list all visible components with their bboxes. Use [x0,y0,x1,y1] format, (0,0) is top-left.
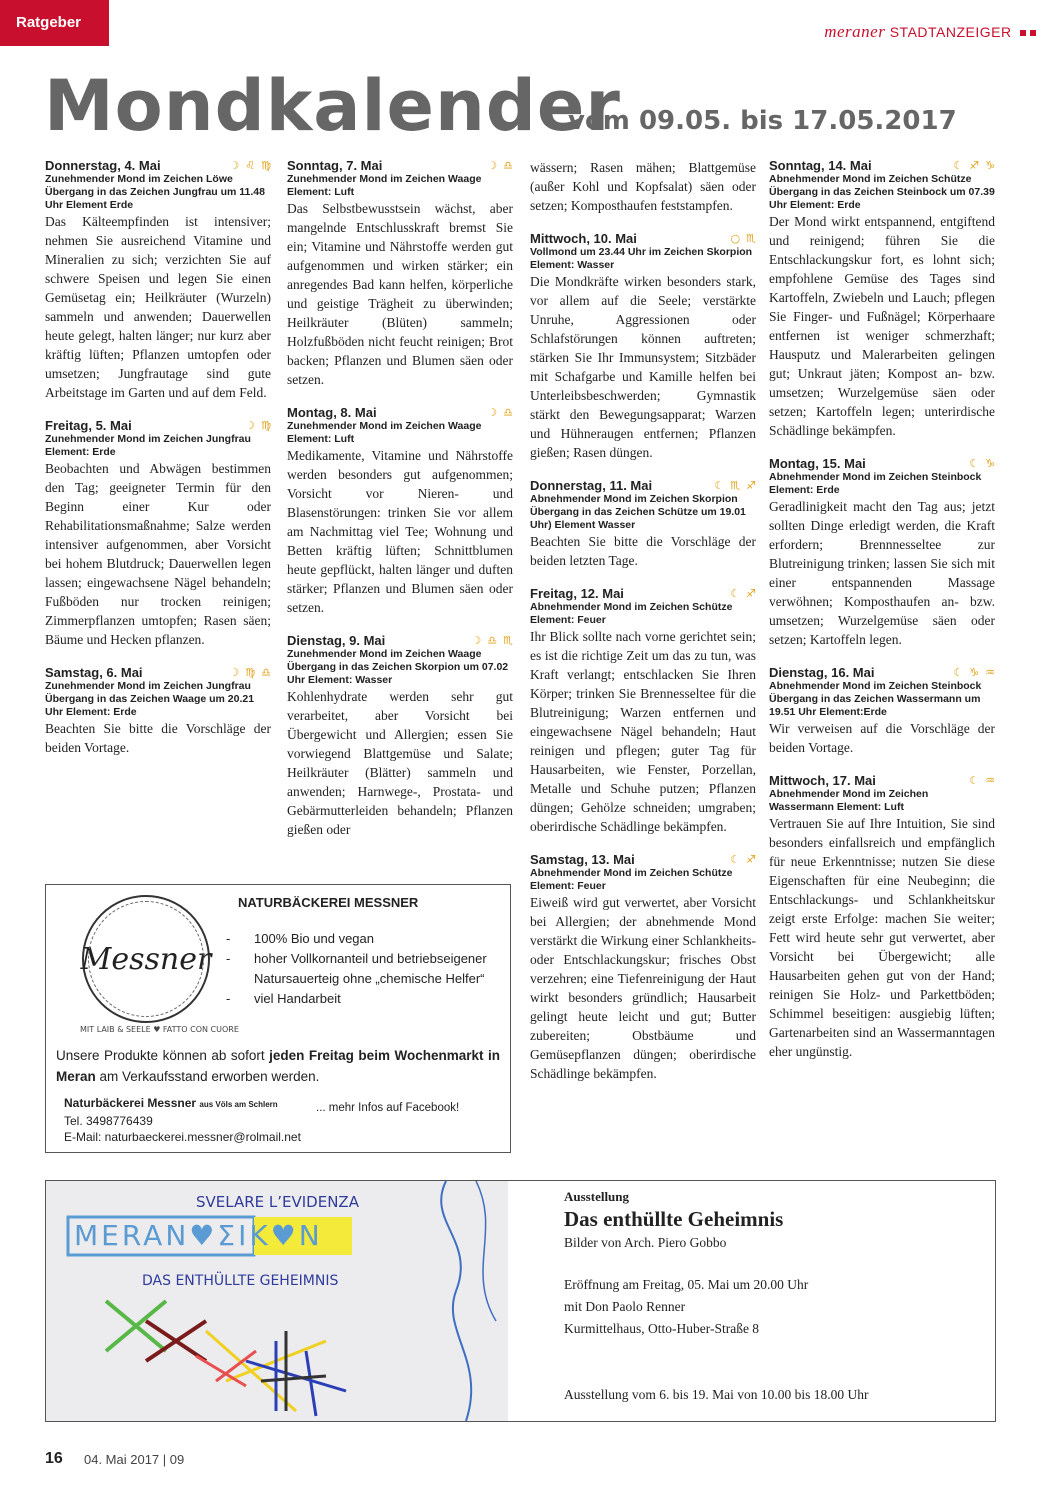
entry-meta: Zunehmender Mond im Zeichen Waage Element: Luft [287,420,482,445]
list-item: - 100% Bio und vegan [226,931,374,946]
archer-icon: ♐ [746,479,756,492]
page-subtitle: vom 09.05. bis 17.05.2017 [568,106,957,136]
virgo-icon: ♍ [245,666,256,679]
entry-day: Montag, 15. Mai [769,456,866,471]
moon-waxing-icon: ☽ [487,159,498,172]
entry-meta: Zunehmender Mond im Zeichen Jungfrau Übergang in das Zeichen Waage um 20.21 Uhr Element: Erde [45,680,255,718]
entry-day: Sonntag, 7. Mai [287,158,383,173]
calendar-column-1 [45,158,271,773]
page-title: Mondkalender [44,65,621,147]
entry-text: Beachten Sie bitte die Vorschläge der beiden letzten Tage. [530,534,756,568]
calendar-entry [287,158,513,389]
capricorn-icon: ♑ [969,666,980,679]
entry-day: Mittwoch, 17. Mai [769,773,876,788]
archer-icon: ♐ [969,159,980,172]
entry-meta: Zunehmender Mond im Zeichen Löwe Übergang in das Zeichen Jungfrau um 11.48 Uhr Element Erde [45,173,265,211]
scorpion-icon: ♏ [503,634,513,647]
entry-day: Donnerstag, 4. Mai [45,158,161,173]
virgo-icon: ♍ [261,159,271,172]
moon-waxing-icon: ☽ [245,419,256,432]
calendar-entry [45,158,271,402]
section-tag: Ratgeber [0,0,109,46]
moon-waxing-icon: ☽ [229,159,240,172]
moon-waxing-icon: ☽ [487,406,498,419]
aquarius-icon: ♒ [985,774,995,787]
virgo-icon: ♍ [261,419,271,432]
entry-meta: Vollmond um 23.44 Uhr im Zeichen Skorpion Element: Wasser [530,246,753,271]
facebook-note: ... mehr Infos auf Facebook! [316,1102,460,1114]
moon-waning-icon: ☾ [969,774,980,787]
calendar-entry [769,456,995,649]
calendar-entry [530,586,756,836]
entry-day: Sonntag, 14. Mai [769,158,872,173]
brand-name: STADTANZEIGER [889,24,1012,40]
entry-day: Samstag, 13. Mai [530,852,635,867]
aquarius-icon: ♒ [985,666,995,679]
image-caption-top: SVELARE L’EVIDENZA [196,1193,359,1211]
calendar-entry [287,405,513,617]
issue-date: 04. Mai 2017 | 09 [84,1452,185,1467]
entry-meta: Abnehmender Mond im Zeichen Wassermann Element: Luft [769,788,929,813]
entry-text: Beobachten und Abwägen bestimmen den Tag; geeigneter Termin für den Beginn einer Kur oder Rehabilitationsmaßnahme; Salze werden intensiver aufgenommen, aber Vorsicht bei hohem Blutdruck; Dauerwellen legen lassen; eingewachsene Nägel behandeln; Fußböden nur trocken reinigen; Zimmerpflanzen umtopfen; Rasen säen; Bäume und Hecken pflanzen. [45,461,271,647]
entry-meta: Abnehmender Mond im Zeichen Skorpion Übergang in das Zeichen Schütze um 19.01 Uhr) Element Wasser [530,493,746,531]
entry-text: Der Mond wirkt entspannend, entgiftend und reinigend; führen Sie die Entschlackungskur fort, es lohnt sich; empfohlene Gemüse des Tages sind Kartoffeln, Zwiebeln und Lauch; pflegen Sie Finger- und Fußnägel; Körperhaare entfernen ist weniger schmerzhaft; Hausputz und Malerarbeiten gelingen gut; Unkraut jäten; Kompost an- bzw. umsetzen; Wurzelgemüse säen oder setzen; Kartoffeln legen; unterirdische Schädlinge bekämpfen. [769,214,995,438]
entry-text: Geradlinigkeit macht den Tag aus; jetzt sollten Dinge erledigt werden, die Kraft erfordern; Brennnesseltee zur Blutreinigung trinken; lassen Sie sich mit einer entspannenden Massage verwöhnen; Komposthaufen an- bzw. umsetzen; Wurzelgemüse säen oder setzen; Kartoffeln legen. [769,499,995,647]
moon-waxing-icon: ☽ [229,666,240,679]
capricorn-icon: ♑ [985,159,995,172]
moon-waning-icon: ☾ [953,666,964,679]
baker-contact: Naturbäckerei Messner aus Völs am Schlern Tel. 3498776439 E-Mail: naturbaeckerei.messner@rolmail.net [64,1096,301,1144]
logo-tagline: MIT LAIB & SEELE ♥ FATTO CON CUORE [80,1025,239,1034]
calendar-entry [769,665,995,757]
moon-waning-icon: ☾ [714,479,725,492]
entry-meta: Zunehmender Mond im Zeichen Jungfrau Element: Erde [45,433,251,458]
baker-ad [45,884,511,1153]
list-item: - viel Handarbeit [226,991,341,1006]
calendar-entry [530,231,756,462]
entry-text: Medikamente, Vitamine und Nährstoffe werden besonders gut aufgenommen; Vorsicht vor Nieren- und Blasenstörungen: trinken Sie vor allem am Nachmittag viel Tee; Wohnung und Betten kräftig lüften; Schnittblumen heute gepflückt, halten länger und duften stärker; Pflanzen und Blumen säen oder setzen. [287,448,513,615]
scorpion-icon: ♏ [746,232,756,245]
scorpion-icon: ♏ [730,479,741,492]
brand-logo [824,22,1036,42]
calendar-entry [530,158,756,215]
entry-meta: Abnehmender Mond im Zeichen Schütze Element: Feuer [530,867,733,892]
calendar-entry [530,478,756,570]
calendar-entry [45,418,271,649]
entry-text: Beachten Sie bitte die Vorschläge der beiden Vortage. [45,721,271,755]
exhibition-location: Kurmittelhaus, Otto-Huber-Straße 8 [564,1321,760,1336]
archer-icon: ♐ [746,587,756,600]
entry-day: Mittwoch, 10. Mai [530,231,637,246]
exhibition-duration: Ausstellung vom 6. bis 19. Mai von 10.00 bis 18.00 Uhr [564,1387,869,1402]
entry-meta: Abnehmender Mond im Zeichen Schütze Übergang in das Zeichen Steinbock um 07.39 Uhr Element: Erde [769,173,995,211]
entry-text: Eiweiß wird gut verwertet, aber Vorsicht bei Allergien; der abnehmende Mond verstärkt die Wirkung einer Schlankheits- oder Entschlackungskur; frisches Obst verzehren; eine Tiefenreinigung der Haut wirkt besonders gründlich; Hausarbeit gelingt heute leicht und gut; Butter zubereiten; Obstbäume und Gemüsepflanzen düngen; oberirdische Schädlinge bekämpfen. [530,895,756,1081]
brand-script: meraner [824,22,886,41]
entry-text: Kohlenhydrate werden sehr gut verarbeitet, aber Vorsicht bei Übergewicht und Allergien; essen Sie vorwiegend Blattgemüse und Salate; Heilkräuter (Blätter) sammeln und anwenden; Harnwege-, Prostata- und Gebärmutterleiden behandeln; Pflanzen gießen oder [287,689,513,837]
page-number: 16 [45,1450,63,1467]
exhibition-guest: mit Don Paolo Renner [564,1299,686,1314]
entry-meta: Abnehmender Mond im Zeichen Schütze Element: Feuer [530,601,733,626]
capricorn-icon: ♑ [985,457,995,470]
exhibition-artist: Bilder von Arch. Piero Gobbo [564,1235,727,1250]
calendar-entry [769,773,995,1061]
baker-text: Unsere Produkte können ab sofort jeden Freitag beim Wochenmarkt in Meran am Verkaufsstand erworben werden. [56,1048,500,1084]
entry-text: Das Selbstbewusstsein wächst, aber mangelnde Entschlusskraft bremst Sie ein; Vitamine und Nährstoffe werden gut aufgenommen und wirken stärker; ein anregendes Bad kann helfen, körperliche und geistige Trägheit zu überwinden; Heilkräuter (Blüten) sammeln; Holzfußböden nicht feucht reinigen; Brot backen; Pflanzen und Blumen säen oder setzen. [287,201,513,387]
archer-icon: ♐ [746,853,756,866]
image-caption-bottom: DAS ENTHÜLLTE GEHEIMNIS [142,1273,339,1289]
baker-features [226,929,496,1009]
exhibition-info [564,1189,984,1406]
entry-text: Das Kälteempfinden ist intensiver; nehmen Sie ausreichend Vitamine und Mineralien zu sich; verzichten Sie auf schwere Speisen und legen Sie einen Gemüsetag ein; Heilkräuter (Wurzeln) sammeln und anwenden; Dauerwellen heute gelegt, halten länger; nur kurz aber kräftig lüften; Pflanzen umtopfen oder umsetzen; Jungfrautage sind gute Arbeitstage im Garten und auf dem Feld. [45,214,271,400]
phone: Tel. 3498776439 [64,1114,153,1128]
calendar-column-2 [287,158,513,855]
moon-waning-icon: ☾ [953,159,964,172]
exhibition-kicker: Ausstellung [564,1189,630,1204]
entry-meta: Abnehmender Mond im Zeichen Steinbock Übergang in das Zeichen Wassermann um 19.51 Uhr Element:Erde [769,680,982,718]
entry-day: Dienstag, 16. Mai [769,665,875,680]
entry-text: wässern; Rasen mähen; Blattgemüse (außer Kohl und Kopfsalat) säen oder setzen; Komposthaufen feststampfen. [530,160,756,213]
entry-meta: Zunehmender Mond im Zeichen Waage Element: Luft [287,173,482,198]
calendar-column-4 [769,158,995,1077]
list-item: - hoher Vollkornanteil und betriebseigener Natursauerteig ohne „chemische Helfer“ [226,951,487,986]
entry-meta: Abnehmender Mond im Zeichen Steinbock Element: Erde [769,471,982,496]
entry-text: Die Mondkräfte wirken besonders stark, vor allem auf die Seele; verstärkte Unruhe, Aggressionen oder Schlafstörungen können auftreten; stärken Sie Ihr Immunsystem; Sitzbäder mit Schafgarbe und Kamille helfen bei Unterleibsbeschwerden; Gymnastik stärkt den Bewegungsapparat; Warzen und Hühneraugen entfernen; Pflanzen gießen; Rasen düngen. [530,274,756,460]
libra-icon: ♎ [261,666,271,679]
calendar-entry [769,158,995,440]
lion-icon: ♌ [245,159,256,172]
entry-text: Ihr Blick sollte nach vorne gerichtet sein; es ist die richtige Zeit um das zu tun, was Kraft verlangt; entschlacken Sie Ihren Körper; trinken Sie Brennesseltee für die Blutreinigung; Warzen entfernen und eingewachsene Nägel behandeln; Haut reinigen und pflegen; guter Tag für Hausarbeiten, wie Fenster, Porzellan, Metalle und Schuhe putzen; Pflanzen düngen; Gehölze schneiden; umgraben; oberirdische Schädlinge bekämpfen. [530,629,756,834]
entry-text: Wir verweisen auf die Vorschläge der beiden Vortage. [769,721,995,755]
moon-waxing-icon: ☽ [471,634,482,647]
calendar-entry [45,665,271,757]
calendar-entry [530,852,756,1083]
exhibition-ad [45,1180,996,1422]
exhibition-opening: Eröffnung am Freitag, 05. Mai um 20.00 Uhr [564,1277,809,1292]
moon-waning-icon: ☾ [730,853,741,866]
image-logo-text: MERAN♥ΣIK♥Ν [74,1219,323,1252]
full-moon-icon: ○ [730,232,741,245]
libra-icon: ♎ [503,159,513,172]
baker-title: NATURBÄCKEREI MESSNER [238,895,419,910]
entry-day: Freitag, 12. Mai [530,586,624,601]
entry-day: Samstag, 6. Mai [45,665,143,680]
libra-icon: ♎ [503,406,513,419]
exhibition-headline: Das enthüllte Geheimnis [564,1207,784,1231]
entry-text: Vertrauen Sie auf Ihre Intuition, Sie sind besonders einfallsreich und empfänglich für neue Erkenntnisse; nutzen Sie diese Eigenschaften für eine Neubeginn; die Entschlackungs- und Schlankheitskur zeigt erste Erfolge: machen Sie weiter; Fett wird heute sehr gut verwertet, aber Vorsicht bei Übergewicht; alle Hausarbeiten gehen gut von der Hand; reinigen Sie Holz- und Parkettböden; Schimmel beseitigen: ausgiebig lüften; Gartenarbeiten sind an Wassermanntagen eher ungünstig. [769,816,995,1059]
entry-day: Dienstag, 9. Mai [287,633,386,648]
entry-day: Montag, 8. Mai [287,405,377,420]
moon-waning-icon: ☾ [969,457,980,470]
entry-day: Donnerstag, 11. Mai [530,478,653,493]
libra-icon: ♎ [487,634,498,647]
moon-waning-icon: ☾ [730,587,741,600]
entry-day: Freitag, 5. Mai [45,418,132,433]
entry-meta: Zunehmender Mond im Zeichen Waage Übergang in das Zeichen Skorpion um 07.02 Uhr Element: Wasser [287,648,509,686]
exhibition-image [46,1181,508,1421]
email: E-Mail: naturbaeckerei.messner@rolmail.net [64,1130,301,1144]
logo-text: Messner [80,941,212,977]
calendar-column-3 [530,158,756,1099]
calendar-entry [287,633,513,839]
